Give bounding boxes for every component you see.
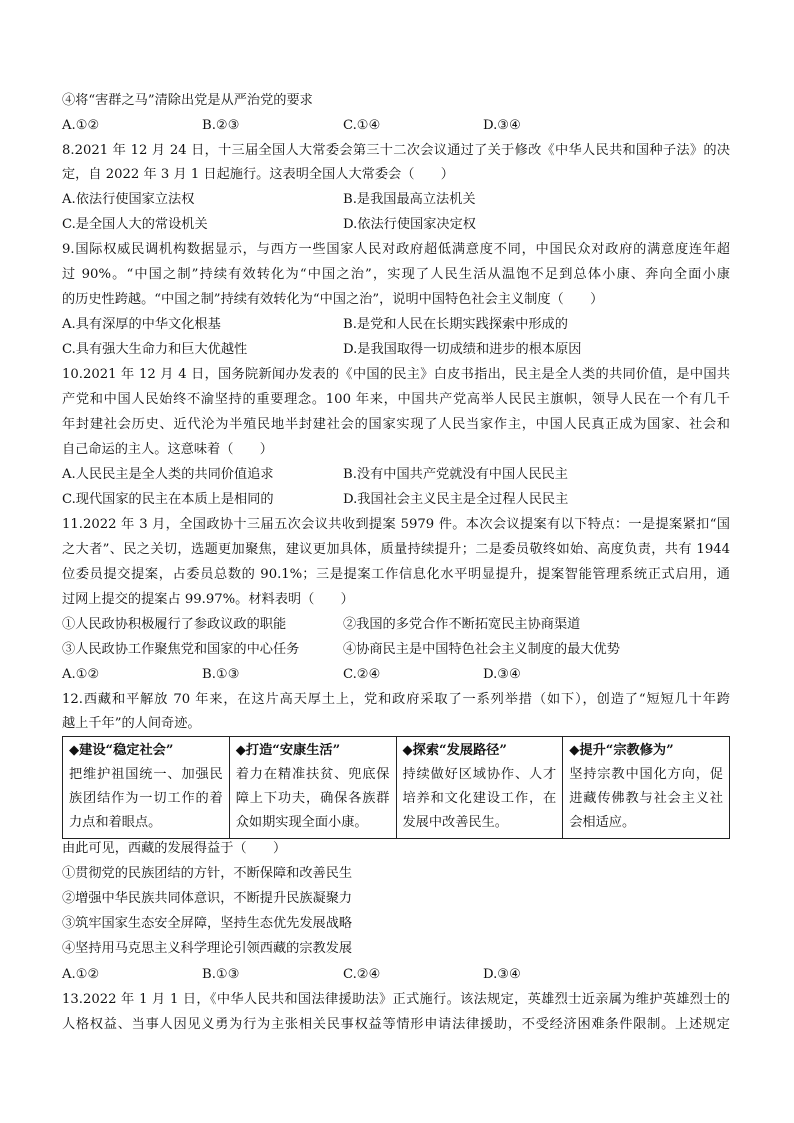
q10-option-a: A.人民民主是全人类的共同价值追求 — [62, 467, 274, 482]
q8-stem-line-2: 定，自 2022 年 3 月 1 日起施行。这表明全国人大常委会（ ） — [62, 167, 454, 182]
q12-item-1: ①贯彻党的民族团结的方针，不断保障和改善民生 — [62, 866, 353, 881]
q11-option-c: C.②④ — [343, 667, 381, 682]
cell-text: 持续做好区域协作、人才培养和文化建设工作，在发展中改善民生。 — [402, 767, 557, 830]
cell-text: 把维护祖国统一、加强民族团结作为一切工作的着力点和着眼点。 — [69, 767, 223, 830]
q12-item-2: ②增强中华民族共同体意识，不断提升民族凝聚力 — [62, 891, 353, 906]
q8-option-d: D.依法行使国家决定权 — [343, 217, 476, 232]
q8-option-a: A.依法行使国家立法权 — [62, 192, 195, 207]
q12-option-a: A.①② — [62, 967, 100, 982]
cell-heading: ◆打造“安康生活” — [235, 743, 341, 758]
q9-option-a: A.具有深厚的中华文化根基 — [62, 317, 221, 332]
q11-option-d: D.③④ — [483, 667, 521, 682]
q8-option-c: C.是全国人大的常设机关 — [62, 217, 208, 232]
table-cell-2 — [229, 737, 396, 839]
q11-item-3: ③人民政协工作聚焦党和国家的中心任务 — [62, 642, 300, 657]
q12-stem: 由此可见，西藏的发展得益于（ ） — [62, 841, 287, 856]
q10-stem-line-4: 自己命运的主人。这意味着（ ） — [62, 442, 273, 457]
table-cell-4 — [563, 737, 730, 839]
q8-options-row-1 — [62, 191, 742, 209]
q10-stem-line-3: 年封建社会历史、近代沦为半殖民地半封建社会的国家实现了人民当家作主，中国人民真正成为国家、社会和 — [62, 417, 730, 432]
q9-options-row-1 — [62, 316, 742, 334]
q9-options-row-2 — [62, 341, 742, 359]
q7-options — [62, 117, 742, 135]
q10-option-d: D.我国社会主义民主是全过程人民民主 — [343, 492, 569, 507]
q12-options — [62, 966, 742, 984]
q8-stem-line-1: 8.2021 年 12 月 24 日，十三届全国人大常委会第三十二次会议通过了关于修改《中华人民共和国种子法》的决 — [62, 143, 730, 158]
q10-stem-line-2: 产党和中国人民始终不渝坚持的重要理念。100 年来，中国共产党高举人民民主旗帜，领导人民在一个有几千 — [62, 392, 730, 407]
q7-option-b: B.②③ — [202, 118, 240, 133]
table-cell-3 — [396, 737, 563, 839]
q11-stem-line-2: 之大者”、民之关切，选题更加聚焦，建议更加具体，质量持续提升；二是委员敬终如始、高度负责，共有 1944 — [62, 542, 730, 557]
q7-option-d: D.③④ — [483, 118, 521, 133]
q10-option-c: C.现代国家的民主在本质上是相同的 — [62, 492, 274, 507]
q9-stem-line-3: 的历史性跨越。“中国之制”持续有效转化为“中国之治”，说明中国特色社会主义制度（ ） — [62, 292, 604, 307]
q11-item-4: ④协商民主是中国特色社会主义制度的最大优势 — [343, 642, 620, 657]
q13-stem-line-2: 人格权益、当事人因见义勇为行为主张相关民事权益等情形申请法律援助，不受经济困难条件限制。上述规定 — [62, 1017, 730, 1032]
q11-items-row-1 — [62, 616, 742, 634]
table-row — [63, 737, 730, 839]
q12-stem-line-2: 越上千年”的人间奇迹。 — [62, 716, 201, 731]
cell-text: 坚持宗教中国化方向，促进藏传佛教与社会主义社会相适应。 — [569, 767, 723, 830]
q12-item-3: ③筑牢国家生态安全屏障，坚持生态优先发展战略 — [62, 916, 353, 931]
q10-stem-line-1: 10.2021 年 12 月 4 日，国务院新闻办发表的《中国的民主》白皮书指出，民主是全人类的共同价值，是中国共 — [62, 367, 730, 382]
q7-item-4: ④将“害群之马”清除出党是从严治党的要求 — [62, 93, 313, 108]
q12-option-d: D.③④ — [483, 967, 521, 982]
q11-options — [62, 666, 742, 684]
table-cell-1 — [63, 737, 230, 839]
cell-text: 着力在精准扶贫、兜底保障上下功夫，确保各族群众如期实现全面小康。 — [235, 767, 390, 830]
q9-option-d: D.是我国取得一切成绩和进步的根本原因 — [343, 342, 582, 357]
q11-item-2: ②我国的多党合作不断拓宽民主协商渠道 — [343, 617, 581, 632]
q11-stem-line-3: 位委员提交提案，占委员总数的 90.1%；三是提案工作信息化水平明显提升，提案智能管理系统正式启用，通 — [62, 567, 730, 582]
q12-item-4: ④坚持用马克思主义科学理论引领西藏的宗教发展 — [62, 941, 353, 956]
q10-options-row-2 — [62, 491, 742, 509]
q12-stem-line-1: 12.西藏和平解放 70 年来，在这片高天厚土上，党和政府采取了一系列举措（如下），创造了“短短几十年跨 — [62, 692, 730, 707]
q11-option-a: A.①② — [62, 667, 100, 682]
q9-stem-line-2: 过 90%。“中国之制”持续有效转化为“中国之治”，实现了人民生活从温饱不足到总体小康、奔向全面小康 — [62, 267, 730, 282]
q12-option-b: B.①③ — [202, 967, 240, 982]
q13-stem-line-1: 13.2022 年 1 月 1 日，《中华人民共和国法律援助法》正式施行。该法规定，英雄烈士近亲属为维护英雄烈士的 — [62, 992, 730, 1007]
q7-option-c: C.①④ — [343, 118, 381, 133]
q9-stem-line-1: 9.国际权威民调机构数据显示，与西方一些国家人民对政府超低满意度不同，中国民众对政府的满意度连年超 — [62, 242, 730, 257]
q11-items-row-2 — [62, 641, 742, 659]
cell-heading: ◆探索“发展路径” — [402, 743, 507, 758]
q11-stem-line-1: 11.2022 年 3 月，全国政协十三届五次会议共收到提案 5979 件。本次会议提案有以下特点：一是提案紧扣“国 — [62, 517, 730, 532]
q10-option-b: B.没有中国共产党就没有中国人民民主 — [343, 467, 568, 482]
q11-item-1: ①人民政协积极履行了参政议政的职能 — [62, 617, 287, 632]
q11-stem-line-4: 过网上提交的提案占 99.97%。材料表明（ ） — [62, 592, 354, 607]
q9-option-b: B.是党和人民在长期实践探索中形成的 — [343, 317, 568, 332]
cell-heading: ◆提升“宗教修为” — [569, 743, 674, 758]
q7-option-a: A.①② — [62, 118, 100, 133]
q11-option-b: B.①③ — [202, 667, 240, 682]
q8-option-b: B.是我国最高立法机关 — [343, 192, 476, 207]
q12-measures-table — [62, 736, 730, 839]
q10-options-row-1 — [62, 466, 742, 484]
q8-options-row-2 — [62, 216, 742, 234]
q12-option-c: C.②④ — [343, 967, 381, 982]
cell-heading: ◆建设“稳定社会” — [69, 743, 174, 758]
q9-option-c: C.具有强大生命力和巨大优越性 — [62, 342, 248, 357]
